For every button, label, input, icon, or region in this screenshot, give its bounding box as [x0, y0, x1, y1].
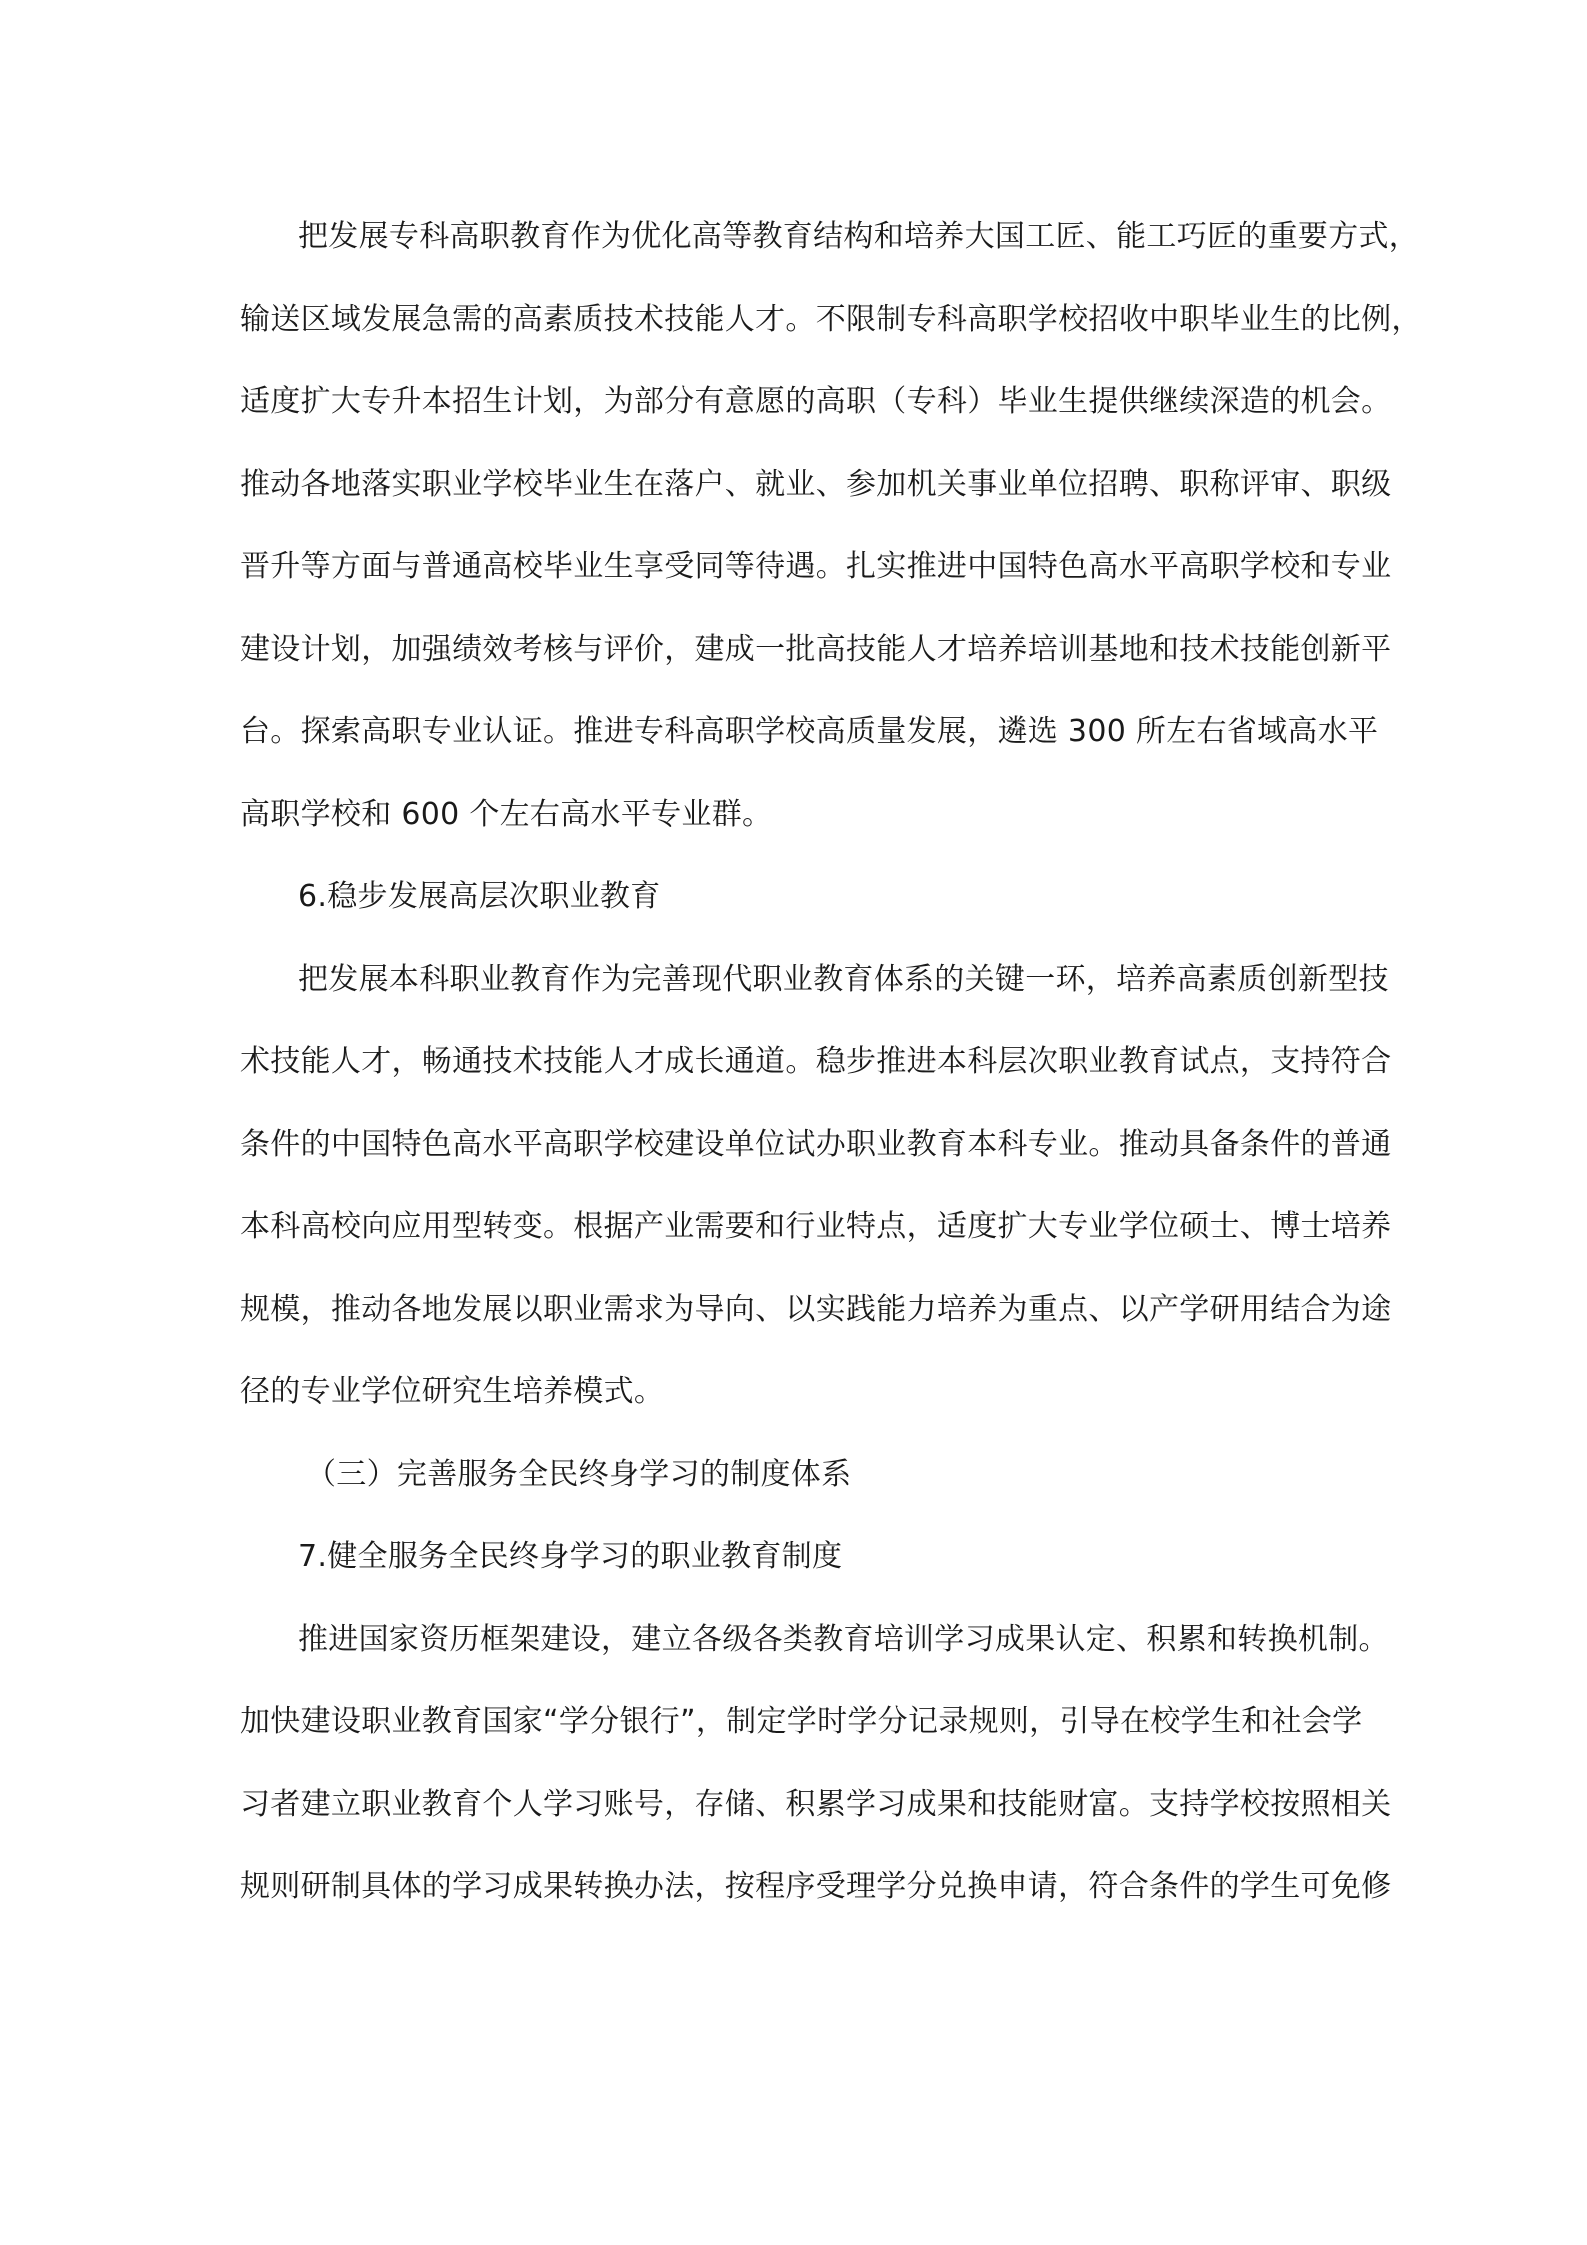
text-line: 规模，推动各地发展以职业需求为导向、以实践能力培养为重点、以产学研用结合为途	[240, 1291, 1392, 1327]
text-line: 径的专业学位研究生培养模式。	[240, 1374, 665, 1409]
text-line: 加快建设职业教育国家“学分银行”，制定学时学分记录规则，引导在校学生和社会学	[240, 1704, 1363, 1739]
document-body	[240, 205, 1422, 1938]
text-line: 输送区域发展急需的高素质技术技能人才。不限制专科高职学校招收中职毕业生的比例，	[240, 301, 1422, 337]
text-line: 把发展专科高职教育作为优化高等教育结构和培养大国工匠、能工巧匠的重要方式，	[298, 219, 1420, 254]
text-line: 条件的中国特色高水平高职学校建设单位试办职业教育本科专业。推动具备条件的普通	[240, 1126, 1392, 1162]
text-line: 把发展本科职业教育作为完善现代职业教育体系的关键一环，培养高素质创新型技	[298, 961, 1389, 997]
text-line: 推进国家资历框架建设，建立各级各类教育培训学习成果认定、积累和转换机制。	[298, 1621, 1389, 1657]
section-heading: 6.稳步发展高层次职业教育	[298, 879, 661, 914]
text-line: 建设计划，加强绩效考核与评价，建成一批高技能人才培养培训基地和技术技能创新平	[240, 631, 1392, 667]
text-line: 术技能人才，畅通技术技能人才成长通道。稳步推进本科层次职业教育试点，支持符合	[240, 1044, 1392, 1079]
text-line: 推动各地落实职业学校毕业生在落户、就业、参加机关事业单位招聘、职称评审、职级	[240, 466, 1392, 502]
text-line: 适度扩大专升本招生计划，为部分有意愿的高职（专科）毕业生提供继续深造的机会。	[240, 384, 1392, 419]
text-line: 规则研制具体的学习成果转换办法，按程序受理学分兑换申请，符合条件的学生可免修	[240, 1869, 1392, 1904]
text-line: 台。探索高职专业认证。推进专科高职学校高质量发展，遴选 300 所左右省域高水平	[240, 714, 1379, 749]
text-line: 晋升等方面与普通高校毕业生享受同等待遇。扎实推进中国特色高水平高职学校和专业	[240, 549, 1392, 584]
section-heading: 7.健全服务全民终身学习的职业教育制度	[298, 1539, 843, 1574]
chapter-heading: （三）完善服务全民终身学习的制度体系	[306, 1456, 852, 1492]
text-line: 高职学校和 600 个左右高水平专业群。	[240, 796, 773, 832]
text-line: 本科高校向应用型转变。根据产业需要和行业特点，适度扩大专业学位硕士、博士培养	[240, 1209, 1392, 1244]
text-line: 习者建立职业教育个人学习账号，存储、积累学习成果和技能财富。支持学校按照相关	[240, 1786, 1392, 1822]
